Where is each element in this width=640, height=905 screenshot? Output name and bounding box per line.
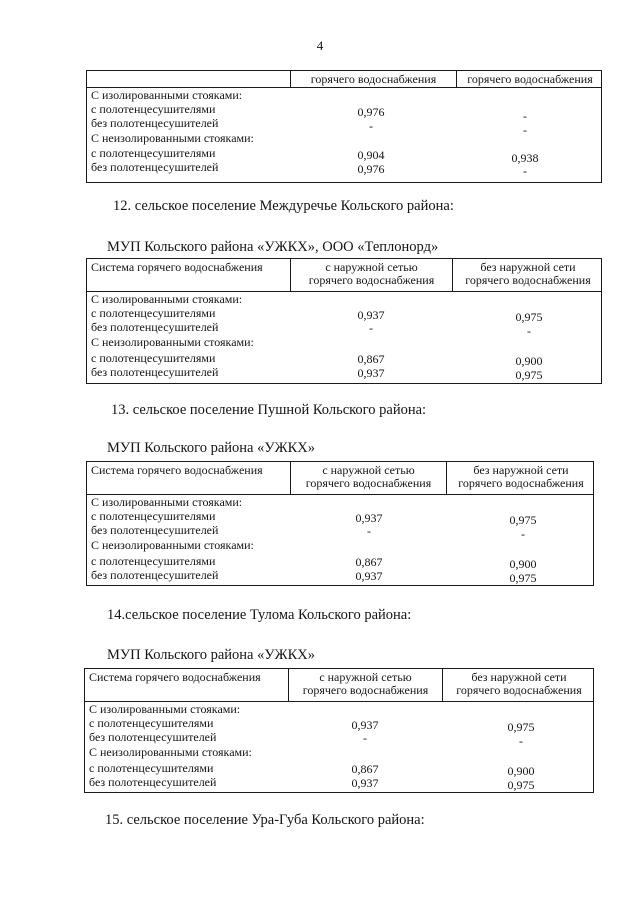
value-cell: 0,976 (357, 162, 385, 176)
value-cell: 0,937 (351, 776, 379, 790)
row-label-non-insulated: С неизолированными стояками: (91, 335, 254, 349)
value-cell: 0,867 (357, 352, 385, 366)
value-cell: 0,975 (509, 513, 537, 527)
header-text: горячего водоснабжения (456, 683, 582, 697)
section-heading: 15. сельское поселение Ура-Губа Кольского района: (105, 812, 425, 828)
value-cell: - (523, 109, 527, 123)
row-label-with-towel: с полотенцесушителями (91, 146, 216, 160)
row-label-non-insulated: С неизолированными стояками: (91, 538, 254, 552)
header-text: горячего водоснабжения (310, 72, 437, 86)
row-label-insulated: С изолированными стояками: (91, 495, 243, 509)
row-label-non-insulated: С неизолированными стояками: (89, 745, 252, 759)
header-text: горячего водоснабжения (308, 273, 435, 287)
row-label-with-towel: с полотенцесушителями (91, 306, 216, 320)
header-text: с наружной сетью (322, 463, 415, 477)
header-text: Система горячего водоснабжения (91, 260, 263, 274)
header-cell-with-net (291, 71, 457, 87)
value-cell: - (519, 734, 523, 748)
header-text: без наружной сети (471, 670, 567, 684)
value-cell: 0,937 (357, 308, 385, 322)
table-continuation (86, 70, 602, 183)
row-label-without-towel: без полотенцесушителей (91, 320, 219, 334)
header-text: с наружной сетью (325, 260, 418, 274)
row-label-insulated: С изолированными стояками: (91, 88, 243, 102)
page-number: 4 (316, 38, 324, 53)
value-cell: - (363, 731, 367, 745)
header-cell-system (85, 669, 289, 701)
value-cell: 0,900 (515, 354, 543, 368)
value-cell: - (527, 324, 531, 338)
value-cell: - (369, 321, 373, 335)
header-text: горячего водоснабжения (305, 476, 432, 490)
row-label-without-towel: без полотенцесушителей (91, 568, 219, 582)
value-cell: 0,975 (509, 571, 537, 585)
row-label-insulated: С изолированными стояками: (89, 702, 241, 716)
header-text: без наружной сети (473, 463, 569, 477)
header-cell-system (87, 71, 291, 87)
header-cell-with-net (291, 462, 447, 494)
value-cell: 0,867 (355, 555, 383, 569)
row-label-without-towel: без полотенцесушителей (91, 160, 219, 174)
value-cell: - (369, 119, 373, 133)
section-heading: 13. сельское поселение Пушной Кольского района: (111, 402, 427, 418)
value-cell: 0,938 (511, 151, 539, 165)
value-cell: 0,937 (355, 569, 383, 583)
value-cell: 0,975 (507, 720, 535, 734)
row-label-with-towel: с полотенцесушителями (91, 554, 216, 568)
value-cell: 0,900 (507, 764, 535, 778)
row-label-without-towel: без полотенцесушителей (89, 775, 217, 789)
value-cell: 0,937 (357, 366, 385, 380)
table-header (85, 669, 593, 702)
header-cell-with-net (291, 259, 453, 291)
value-cell: - (521, 527, 525, 541)
table-header (87, 71, 601, 88)
row-label-with-towel: с полотенцесушителями (91, 509, 216, 523)
row-label-non-insulated: С неизолированными стояками: (91, 131, 254, 145)
organization-name: МУП Кольского района «УЖКХ», ООО «Теплонорд» (107, 239, 439, 255)
header-text: с наружной сетью (319, 670, 412, 684)
header-text: Система горячего водоснабжения (91, 463, 263, 477)
row-label-insulated: С изолированными стояками: (91, 292, 243, 306)
header-text: горячего водоснабжения (458, 476, 584, 490)
value-cell: 0,867 (351, 762, 379, 776)
value-cell: 0,904 (357, 148, 385, 162)
value-cell: 0,976 (357, 105, 385, 119)
table-header (87, 462, 593, 495)
header-cell-system (87, 259, 291, 291)
row-label-with-towel: с полотенцесушителями (89, 716, 214, 730)
row-label-with-towel: с полотенцесушителями (91, 102, 216, 116)
value-cell: - (367, 524, 371, 538)
header-text: горячего водоснабжения (465, 273, 591, 287)
header-text: горячего водоснабжения (302, 683, 429, 697)
header-text: горячего водоснабжения (467, 72, 593, 86)
row-label-without-towel: без полотенцесушителей (91, 365, 219, 379)
data-table (86, 461, 594, 586)
organization-name: МУП Кольского района «УЖКХ» (107, 647, 315, 663)
section-heading: 14.сельское поселение Тулома Кольского района: (107, 607, 412, 623)
header-cell-without-net (447, 462, 595, 494)
value-cell: 0,975 (515, 368, 543, 382)
header-text: Система горячего водоснабжения (89, 670, 261, 684)
organization-name: МУП Кольского района «УЖКХ» (107, 440, 315, 456)
row-label-with-towel: с полотенцесушителями (89, 761, 214, 775)
value-cell: 0,937 (351, 718, 379, 732)
value-cell: 0,975 (507, 778, 535, 792)
header-cell-with-net (289, 669, 443, 701)
table-header (87, 259, 601, 292)
section-heading: 12. сельское поселение Междуречье Кольского района: (113, 198, 454, 214)
row-label-without-towel: без полотенцесушителей (89, 730, 217, 744)
header-cell-without-net (453, 259, 603, 291)
row-label-without-towel: без полотенцесушителей (91, 116, 219, 130)
header-cell-without-net (457, 71, 603, 87)
data-table (84, 668, 594, 793)
value-cell: 0,937 (355, 511, 383, 525)
header-text: без наружной сети (480, 260, 576, 274)
data-table (86, 258, 602, 384)
value-cell: - (523, 164, 527, 178)
header-cell-without-net (443, 669, 595, 701)
row-label-with-towel: с полотенцесушителями (91, 351, 216, 365)
value-cell: 0,900 (509, 557, 537, 571)
header-cell-system (87, 462, 291, 494)
row-label-without-towel: без полотенцесушителей (91, 523, 219, 537)
value-cell: 0,975 (515, 310, 543, 324)
value-cell: - (523, 123, 527, 137)
